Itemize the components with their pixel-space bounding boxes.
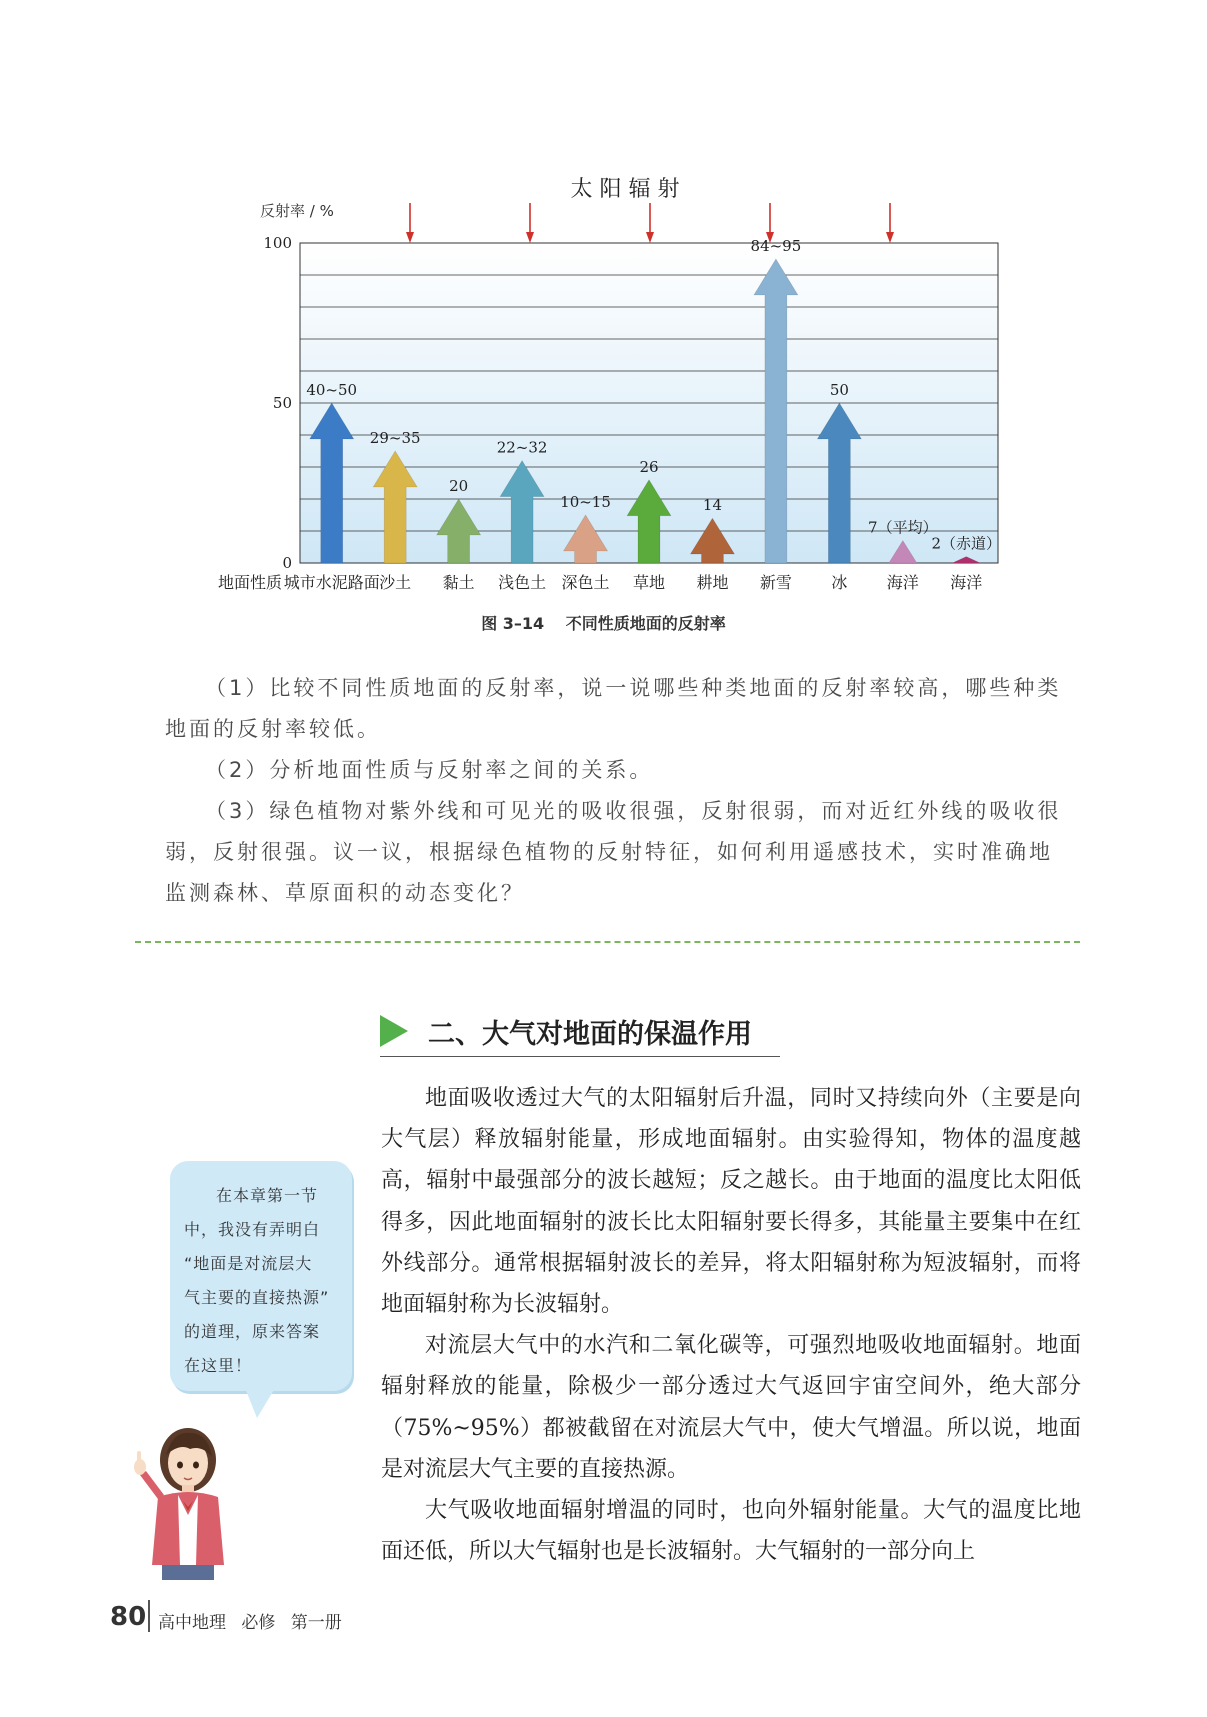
- footer-divider: [148, 1600, 150, 1632]
- question-1: （1）比较不同性质地面的反射率，说一说哪些种类地面的反射率较高，哪些种类地面的反射率较低。: [165, 676, 1062, 741]
- activity-questions: [165, 668, 1065, 914]
- category-label: 深色土: [561, 573, 610, 592]
- chart-title: 太 阳 辐 射: [570, 177, 680, 202]
- category-label: 海洋: [950, 573, 983, 592]
- value-label: 26: [639, 457, 659, 476]
- y-tick-label: 100: [263, 234, 292, 252]
- y-tick-label: 0: [282, 554, 292, 572]
- category-label: 浅色土: [498, 573, 547, 592]
- section-divider: [135, 941, 1080, 943]
- value-label: 20: [449, 477, 469, 495]
- value-label: 7（平均）: [868, 518, 938, 537]
- category-label: 黏土: [442, 573, 475, 592]
- solar-arrow-head: [526, 232, 534, 243]
- bubble-line: 中，我没有弄明白: [184, 1220, 321, 1239]
- paragraph-3: 大气吸收地面辐射增温的同时，也向外辐射能量。大气的温度比地面还低，所以大气辐射也是长波辐射。大气辐射的一部分向上: [381, 1498, 1081, 1565]
- category-label: 沙土: [379, 573, 412, 592]
- y-axis-label: 反射率 / %: [260, 202, 334, 220]
- question-2: （2）分析地面性质与反射率之间的关系。: [205, 758, 654, 782]
- book-title: 高中地理 必修 第一册: [158, 1613, 342, 1633]
- question-3: （3）绿色植物对紫外线和可见光的吸收很强，反射很弱，而对近红外线的吸收很弱，反射很强。议一议，根据绿色植物的反射特征，如何利用遥感技术，实时准确地监测森林、草原面积的动态变化？: [165, 799, 1062, 905]
- play-triangle-icon: [380, 1015, 408, 1047]
- bubble-line: “地面是对流层大: [184, 1254, 313, 1273]
- body-text: [381, 1078, 1081, 1572]
- category-label: 耕地: [696, 573, 729, 592]
- category-label: 新雪: [759, 573, 792, 592]
- value-label: 50: [829, 381, 849, 399]
- category-label: 草地: [632, 573, 666, 592]
- y-tick-label: 50: [272, 394, 292, 412]
- figure-caption-text: 不同性质地面的反射率: [565, 614, 726, 633]
- bubble-line: 气主要的直接热源”: [184, 1288, 330, 1307]
- bubble-line: 的道理，原来答案: [184, 1322, 321, 1341]
- page-number: 80: [110, 1602, 147, 1632]
- student-character-illustration: [128, 1415, 248, 1580]
- paragraph-1: 地面吸收透过大气的太阳辐射后升温，同时又持续向外（主要是向大气层）释放辐射能量，形成地面辐射。由实验得知，物体的温度越高，辐射中最强部分的波长越短；反之越长。由于地面的温度比太阳低得多，因此地面辐射的波长比太阳辐射要长得多，其能量主要集中在红外线部分。通常根据辐射波长的差异，将太阳辐射称为短波辐射，而将地面辐射称为长波辐射。: [381, 1086, 1081, 1318]
- category-label: 海洋: [886, 573, 919, 592]
- bubble-tail: [245, 1388, 275, 1418]
- value-label: 22~32: [496, 438, 548, 457]
- value-label: 2（赤道）: [931, 534, 1002, 553]
- speech-bubble: [170, 1161, 352, 1391]
- value-label: 14: [702, 496, 723, 515]
- category-label: 城市水泥路面: [283, 573, 380, 592]
- paragraph-2: 对流层大气中的水汽和二氧化碳等，可强烈地吸收地面辐射。地面辐射释放的能量，除极少一部分透过大气返回宇宙空间外，绝大部分（75%~95%）都被截留在对流层大气中，使大气增温。所以说，地面是对流层大气主要的直接热源。: [381, 1333, 1081, 1482]
- value-label: 40~50: [306, 381, 358, 399]
- x-axis-header: 地面性质: [217, 573, 283, 592]
- solar-arrow-head: [886, 232, 894, 243]
- value-label: 10~15: [560, 493, 611, 511]
- figure-caption: [0, 611, 1207, 634]
- reflectivity-chart: [0, 0, 1207, 640]
- solar-radiation-arrows: [406, 203, 894, 243]
- solar-arrow-head: [646, 232, 654, 243]
- value-label: 29~35: [369, 429, 421, 447]
- solar-arrow-head: [406, 232, 414, 243]
- figure-number: 图 3–14: [481, 614, 545, 633]
- section-heading: [380, 1008, 780, 1057]
- bubble-line: 在这里！: [184, 1356, 253, 1375]
- bubble-text: [184, 1179, 342, 1383]
- section-title: 二、大气对地面的保温作用: [428, 1019, 752, 1050]
- category-label: 冰: [831, 573, 848, 592]
- value-label: 84~95: [750, 237, 802, 255]
- bubble-line: 在本章第一节: [216, 1186, 319, 1205]
